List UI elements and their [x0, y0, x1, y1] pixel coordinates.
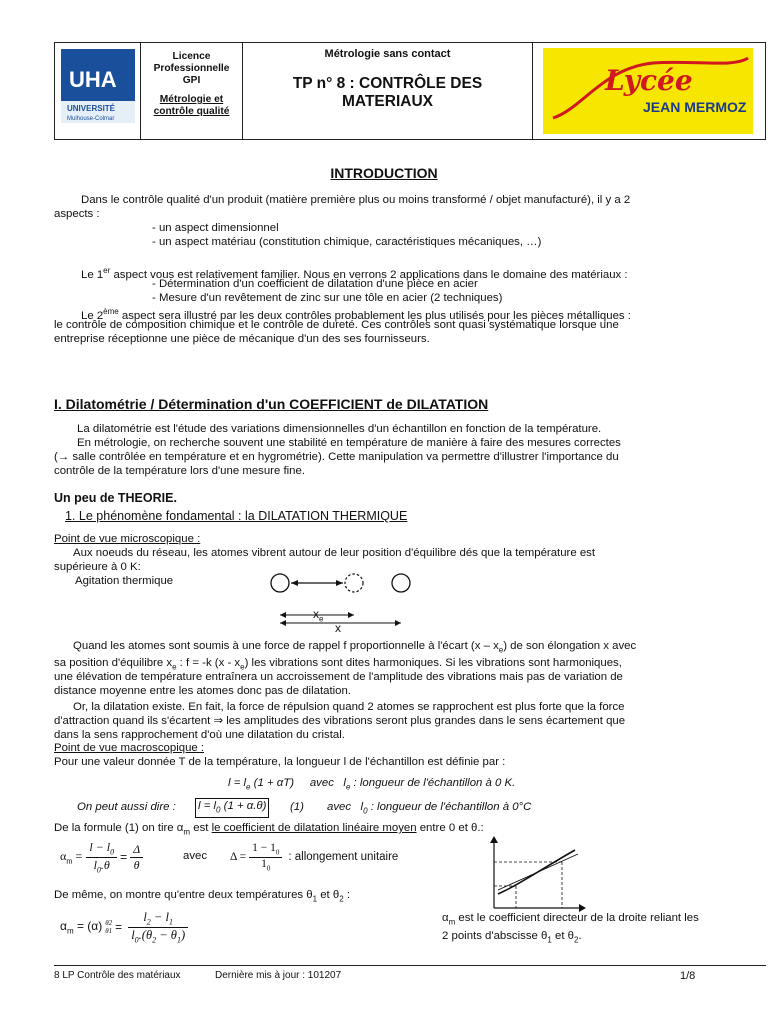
- uha-logo-cell: [55, 43, 141, 139]
- q-line4: distance moyenne entre les atomes donc pas de dilatation.: [54, 685, 351, 697]
- intro-p1: Dans le contrôle qualité d'un produit (matière première plus ou moins transformé / objet manufacturé), il y a 2: [81, 194, 631, 206]
- uha-logo-sub2: Mulhouse-Colmar: [67, 116, 115, 122]
- q-line2: sa position d'équilibre $x_e$ : f = -k $(x - x_e)$ les vibrations sont dites harmoniques. Si les vibrations sont harmoniques,: [54, 657, 622, 672]
- section1-title: I. Dilatométrie / Détermination d'un COEFFICIENT de DILATATION: [54, 396, 489, 412]
- intro-p3c: le contrôle de composition chimique et le contrôle de dureté. Ces contrôles sont quasi systématique lorsque une: [54, 319, 619, 331]
- s1-p2b: (→ salle contrôlée en température et en hygrométrie). Cette manipulation va permettre d'illustrer l'importance du: [54, 451, 619, 463]
- r-line3: dans la sens rapprochement d'où une dilatation du cristal.: [54, 729, 345, 741]
- fraction: $\frac{\Delta}{\theta}$: [130, 842, 143, 873]
- tp-title: [243, 75, 532, 111]
- dilatation-graph: [480, 832, 590, 912]
- fig-x-label: x: [335, 621, 341, 635]
- footer-left: 8 LP Contrôle des matériaux: [54, 970, 181, 981]
- micro-line1: Aux noeuds du réseau, les atomes vibrent autour de leur position d'équilibre dés que la température est: [73, 547, 596, 559]
- fraction: $\frac{1 - 1_0}{1_0}$: [249, 842, 282, 872]
- s1-p2a: En métrologie, on recherche souvent une stabilité en température de manière à faire des mesures correctes: [77, 437, 621, 449]
- licence-block: [141, 51, 242, 87]
- footer-updated: Dernière mis à jour : 101207: [215, 970, 342, 981]
- atom-displaced: [345, 574, 363, 592]
- macro-title: Point de vue macroscopique :: [54, 742, 205, 754]
- agitation-label: Agitation thermique: [75, 575, 174, 587]
- meme-line: De même, on montre qu'entre deux températures $\theta_1$ et $\theta_2$ :: [54, 889, 351, 904]
- aspect-item: - un aspect dimensionnel: [152, 222, 279, 234]
- title-cell: [243, 43, 533, 139]
- uha-logo-sub: UNIVERSITÉ: [67, 104, 116, 113]
- licence-line: Professionnelle: [153, 63, 230, 74]
- formula-intro: De la formule (1) on tire $\alpha_m$ est le coefficient de dilatation linéaire moyen entre 0 et θ.:: [54, 822, 484, 837]
- atoms-diagram: [260, 568, 430, 636]
- licence-line: Licence: [172, 51, 211, 62]
- uha-logo: [61, 49, 135, 123]
- intro-p1b: aspects :: [54, 208, 100, 220]
- q-line3: une élévation de température entraînera un accroissement de l'amplitude des vibrations mais pas de variation de: [54, 671, 623, 683]
- lycee-logo: [543, 48, 753, 134]
- micro-line2: supérieure à 0 K:: [54, 561, 141, 573]
- intro-p2: Le 1er aspect vous est relativement familier. Nous en verrons 2 applications dans le domaine des matériaux :: [81, 266, 628, 281]
- specialty-block: [141, 94, 242, 118]
- page-number: 1/8: [680, 970, 696, 982]
- intro-title: INTRODUCTION: [330, 165, 438, 181]
- theory-heading: Un peu de THEORIE.: [54, 491, 177, 505]
- side-note-line2: 2 points d'abscisse $\theta_1$ et $\theta_2$.: [442, 930, 582, 945]
- atom-right: [392, 574, 410, 592]
- application-item: - Détermination d'un coefficient de dilatation d'une pièce en acier: [152, 278, 478, 290]
- aspect-item: - un aspect matériau (constitution chimique, caractéristiques mécaniques, …): [152, 236, 542, 248]
- subject: Métrologie sans contact: [324, 48, 451, 60]
- fig-xe-label: $x_e$: [313, 607, 324, 624]
- specialty-line: Métrologie et: [159, 94, 224, 105]
- macro-line1: Pour une valeur donnée T de la température, la longueur l de l'échantillon est définie par :: [54, 756, 506, 768]
- equation-le: $l = l_e$ (1 + αT) avec $l_e$ : longueur de l'échantillon à 0 K.: [228, 777, 516, 792]
- uha-logo-text: UHA: [69, 67, 117, 92]
- eq2-number: (1): [290, 801, 304, 813]
- tp-title-line: MATERIAUX: [342, 93, 433, 110]
- alpha-m-formula: $\alpha_m$ = $\frac{l - l_0}{l_0.\theta}$ = $\frac{\Delta}{\theta}$: [60, 838, 143, 876]
- fraction: $\frac{l - l_0}{l_0.\theta}$: [86, 840, 117, 874]
- atom-left: [271, 574, 289, 592]
- q-line1: Quand les atomes sont soumis à une force de rappel f proportionnelle à l'écart $(x - x_e)$ de son élongation x avec: [73, 640, 637, 655]
- r-line1: Or, la dilatation existe. En fait, la force de répulsion quand 2 atomes se rapprochent est plus forte que la force: [73, 701, 625, 713]
- lycee-logo-name: JEAN MERMOZ: [643, 99, 747, 115]
- graph-curve: [498, 850, 575, 894]
- fraction: $\frac{l_2 - l_1}{l_0.(\theta_2 - \theta_1)}$: [128, 910, 188, 944]
- r-line2: d'attraction quand ils s'écartent ⇒ les amplitudes des vibrations seront plus grandes dans le sens écartement que: [54, 715, 626, 727]
- footer-rule: [54, 965, 766, 966]
- lycee-logo-cell: [533, 43, 765, 139]
- graph-secant: [498, 854, 578, 890]
- eq2-boxed-formula: $l = l_0$ (1 + α.θ): [195, 798, 269, 818]
- tp-title-line: TP n° 8 : CONTRÔLE DES: [292, 75, 483, 92]
- licence-line: GPI: [182, 75, 201, 86]
- lycee-logo-script: Lycée: [605, 64, 693, 97]
- specialty-line: contrôle qualité: [153, 106, 230, 117]
- s1-p2c: contrôle de la température lors d'une mesure fine.: [54, 465, 306, 477]
- intro-p3d: entreprise réceptionne une pièce de mécanique d'un des ses fournisseurs.: [54, 333, 430, 345]
- sub1-heading: 1. Le phénomène fondamental : la DILATATION THERMIQUE: [65, 509, 408, 523]
- s1-p1: La dilatométrie est l'étude des variations dimensionnelles d'un échantillon en fonction de la température.: [77, 423, 602, 435]
- eq2-avec: avec $l_0$ : longueur de l'échantillon à 0°C: [327, 801, 532, 816]
- application-item: - Mesure d'un revêtement de zinc sur une tôle en acier (2 techniques): [152, 292, 503, 304]
- eq2-intro: On peut aussi dire :: [77, 801, 176, 813]
- side-note-line1: $\alpha_m$ est le coefficient directeur de la droite reliant les: [442, 912, 699, 927]
- intro-p3: Le 2ème aspect sera illustré par les deux contrôles probablement les plus utilisés pour les pièces métalliques :: [81, 307, 631, 322]
- alpha-range-formula: $\alpha_m = (\alpha)$ θ2 θ1 = $\frac{l_2 - l_1}{l_0.(\theta_2 - \theta_1)}$: [60, 904, 188, 950]
- micro-title: Point de vue microscopique :: [54, 533, 201, 545]
- delta-formula: Δ = $\frac{1 - 1_0}{1_0}$ : allongement unitaire: [230, 842, 399, 872]
- header-table: [54, 42, 766, 140]
- avec-label: avec: [183, 850, 208, 862]
- licence-cell: [141, 43, 243, 139]
